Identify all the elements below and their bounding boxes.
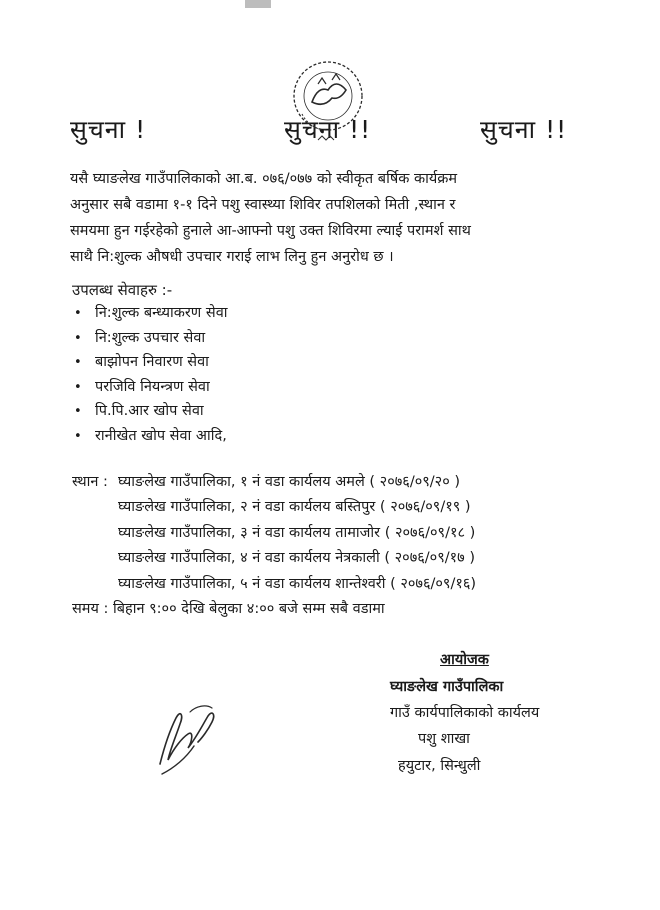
service-label: रानीखेत खोप सेवा आदि, [95, 427, 227, 444]
notice-paragraph [70, 166, 610, 270]
paragraph-line: समयमा हुन गईरहेको हुनाले आ-आफ्नो पशु उक्त शिविरमा ल्याई परामर्श साथ [70, 223, 471, 239]
services-title: उपलब्ध सेवाहरु :- [72, 281, 173, 299]
organizer-office: गाउँ कार्यपालिकाको कार्यलय [390, 705, 540, 721]
bullet-icon: • [74, 306, 82, 321]
service-label: परजिवि नियन्त्रण सेवा [95, 378, 210, 395]
location-row: घ्याङलेख गाउँपालिका, ४ नं वडा कार्यलय नेत्रकाली ( २०७६/०९/१७ ) [118, 550, 475, 566]
bullet-icon: • [74, 428, 82, 444]
service-label: नि:शुल्क बन्ध्याकरण सेवा [95, 305, 228, 321]
list-item [74, 301, 228, 326]
list-item [74, 424, 228, 449]
heading-left: सुचना ! [70, 115, 147, 144]
organizer-address: हयुटार, सिन्धुली [398, 758, 481, 774]
signature-icon [150, 698, 220, 778]
services-list [74, 301, 228, 448]
list-item [74, 326, 228, 351]
service-label: नि:शुल्क उपचार सेवा [95, 329, 206, 346]
bullet-icon: • [74, 330, 82, 346]
paragraph-line: साथै नि:शुल्क औषधी उपचार गराई लाभ लिनु हुन अनुरोध छ । [70, 249, 394, 265]
location-label: स्थान : [72, 474, 108, 490]
organizer-name: घ्याङलेख गाउँपालिका [390, 679, 504, 695]
service-label: बाझोपन निवारण सेवा [95, 354, 209, 370]
bullet-icon: • [74, 404, 82, 419]
heading-right: सुचना !! [480, 115, 568, 144]
paragraph-line: यसै घ्याङलेख गाउँपालिकाको आ.ब. ०७६/०७७ को स्वीकृत बर्षिक कार्यक्रम [70, 171, 458, 187]
location-row: घ्याङलेख गाउँपालिका, २ नं वडा कार्यलय बस्तिपुर ( २०७६/०९/१९ ) [118, 499, 471, 515]
location-row: घ्याङलेख गाउँपालिका, १ नं वडा कार्यलय अमले ( २०७६/०९/२० ) [118, 474, 461, 490]
location-row: घ्याङलेख गाउँपालिका, ५ नं वडा कार्यलय शान्तेश्वरी ( २०७६/०९/१६) [118, 576, 477, 592]
time-line: समय : बिहान ९:०० देखि बेलुका ४:०० बजे सम्म सबै वडामा [72, 601, 385, 617]
bullet-icon: • [74, 355, 82, 370]
paragraph-line: अनुसार सबै वडामा १-१ दिने पशु स्वास्थ्या शिविर तपशिलको मिती ,स्थान र [70, 197, 456, 213]
organizer-branch: पशु शाखा [418, 731, 470, 747]
office-stamp-icon [288, 56, 368, 146]
list-item [74, 375, 228, 400]
organizer-title: आयोजक [440, 652, 489, 668]
location-row: घ्याङलेख गाउँपालिका, ३ नं वडा कार्यलय तामाजोर ( २०७६/०९/१८ ) [118, 525, 476, 541]
list-item [74, 399, 228, 424]
heading-center: सुचना !! [284, 115, 372, 144]
service-label: पि.पि.आर खोप सेवा [95, 403, 204, 419]
scan-artifact [245, 0, 271, 8]
bullet-icon: • [74, 379, 82, 395]
list-item [74, 350, 228, 375]
